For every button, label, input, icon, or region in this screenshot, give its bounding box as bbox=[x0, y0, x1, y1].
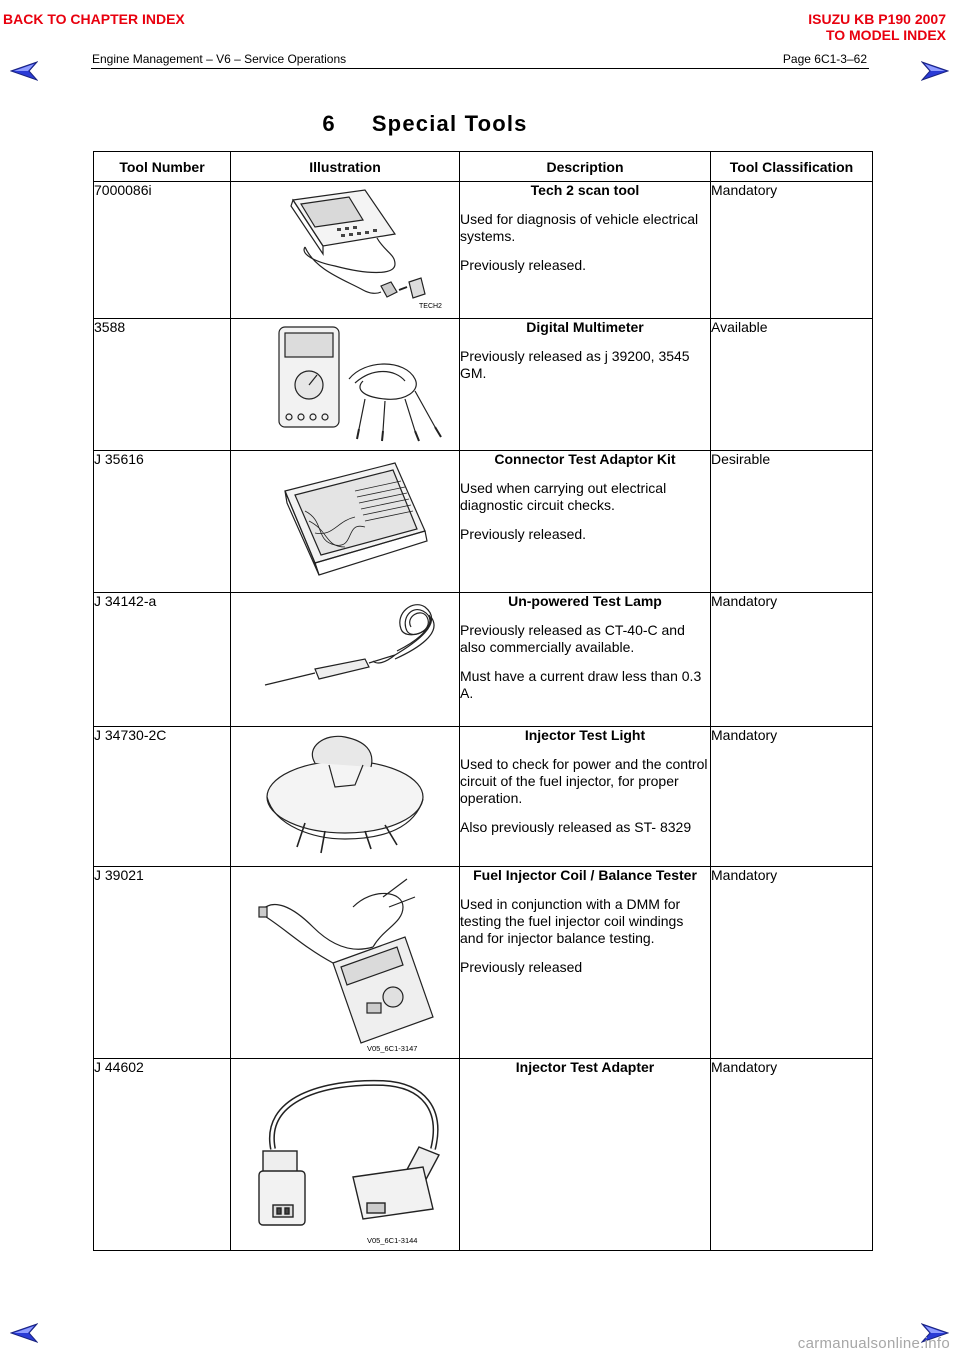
tool-illustration bbox=[231, 182, 460, 319]
fuel-injector-balance-tester-image bbox=[233, 867, 458, 1053]
running-header-title: Engine Management – V6 – Service Operations bbox=[92, 52, 347, 66]
tool-title: Fuel Injector Coil / Balance Tester bbox=[473, 867, 697, 883]
tool-description bbox=[460, 451, 711, 593]
tool-classification: Mandatory bbox=[711, 1059, 873, 1251]
image-caption: TECH2 bbox=[419, 303, 442, 310]
tool-description bbox=[460, 319, 711, 451]
description-text: Must have a current draw less than 0.3 A. bbox=[460, 668, 702, 701]
section-number: 6 bbox=[322, 111, 336, 136]
model-title: ISUZU KB P190 2007 bbox=[808, 11, 946, 27]
tool-title: Digital Multimeter bbox=[526, 319, 644, 335]
connector-test-adaptor-kit-image bbox=[245, 451, 445, 587]
description-text: Used to check for power and the control circuit of the fuel injector, for proper operation. bbox=[460, 756, 708, 806]
column-header-illustration: Illustration bbox=[231, 152, 460, 182]
tool-description bbox=[460, 727, 711, 867]
tool-number: J 44602 bbox=[94, 1059, 231, 1251]
tool-illustration bbox=[231, 1059, 460, 1251]
back-to-chapter-index-link[interactable]: BACK TO CHAPTER INDEX bbox=[3, 11, 185, 27]
tool-classification: Mandatory bbox=[711, 593, 873, 727]
tool-classification: Available bbox=[711, 319, 873, 451]
model-index-label: TO MODEL INDEX bbox=[825, 27, 946, 43]
tool-classification: Desirable bbox=[711, 451, 873, 593]
tool-illustration bbox=[231, 867, 460, 1059]
section-heading bbox=[0, 111, 850, 137]
header-divider bbox=[91, 68, 869, 69]
tool-number: 7000086i bbox=[94, 182, 231, 319]
column-header-classification: Tool Classification bbox=[711, 152, 873, 182]
tool-description bbox=[460, 1059, 711, 1251]
tool-illustration bbox=[231, 451, 460, 593]
description-text: Previously released as CT-40-C and also commercially available. bbox=[460, 622, 685, 655]
tool-classification: Mandatory bbox=[711, 727, 873, 867]
table-row bbox=[94, 451, 873, 593]
section-title: Special Tools bbox=[371, 111, 528, 136]
description-text: Previously released. bbox=[460, 257, 587, 273]
description-text: Previously released. bbox=[460, 526, 587, 542]
tool-description bbox=[460, 867, 711, 1059]
watermark: carmanualsonline.info bbox=[797, 1335, 950, 1352]
tool-illustration bbox=[231, 319, 460, 451]
description-text: Used for diagnosis of vehicle electrical systems. bbox=[460, 211, 699, 244]
tool-title: Injector Test Light bbox=[524, 727, 646, 743]
tool-title: Injector Test Adapter bbox=[515, 1059, 655, 1075]
special-tools-table bbox=[93, 151, 873, 1251]
prev-page-arrow-icon[interactable] bbox=[10, 1322, 38, 1344]
tool-title: Un-powered Test Lamp bbox=[508, 593, 662, 609]
tool-description bbox=[460, 593, 711, 727]
prev-page-arrow-icon[interactable] bbox=[10, 60, 38, 82]
tool-classification: Mandatory bbox=[711, 867, 873, 1059]
description-text: Also previously released as ST- 8329 bbox=[460, 819, 692, 835]
tool-illustration bbox=[231, 593, 460, 727]
tool-number: 3588 bbox=[94, 319, 231, 451]
table-row bbox=[94, 867, 873, 1059]
table-row bbox=[94, 593, 873, 727]
page-number: Page 6C1-3–62 bbox=[782, 52, 867, 66]
table-row bbox=[94, 319, 873, 451]
tool-title: Connector Test Adaptor Kit bbox=[494, 451, 676, 467]
table-row bbox=[94, 182, 873, 319]
to-model-index-link[interactable] bbox=[808, 11, 946, 43]
image-caption: V05_6C1-3147 bbox=[366, 1044, 417, 1053]
column-header-tool-number: Tool Number bbox=[94, 152, 231, 182]
tool-illustration bbox=[231, 727, 460, 867]
test-lamp-image bbox=[245, 593, 445, 721]
description-text: Previously released as j 39200, 3545 GM. bbox=[460, 348, 690, 381]
table-row bbox=[94, 727, 873, 867]
table-header-row bbox=[94, 152, 873, 182]
description-text: Used in conjunction with a DMM for testing the fuel injector coil windings and for injector balance testing. bbox=[460, 896, 684, 946]
tool-title: Tech 2 scan tool bbox=[530, 182, 640, 198]
digital-multimeter-image bbox=[245, 319, 445, 447]
tool-classification: Mandatory bbox=[711, 182, 873, 319]
tech2-scan-tool-image bbox=[245, 182, 445, 312]
column-header-description: Description bbox=[460, 152, 711, 182]
next-page-arrow-icon[interactable] bbox=[921, 60, 949, 82]
description-text: Previously released bbox=[460, 959, 583, 975]
image-caption: V05_6C1-3144 bbox=[366, 1236, 417, 1245]
tool-number: J 34142-a bbox=[94, 593, 231, 727]
injector-test-light-image bbox=[245, 727, 445, 861]
injector-test-adapter-image bbox=[233, 1059, 458, 1245]
table-row bbox=[94, 1059, 873, 1251]
tool-number: J 39021 bbox=[94, 867, 231, 1059]
tool-number: J 34730-2C bbox=[94, 727, 231, 867]
description-text: Used when carrying out electrical diagnostic circuit checks. bbox=[460, 480, 667, 513]
tool-description bbox=[460, 182, 711, 319]
tool-number: J 35616 bbox=[94, 451, 231, 593]
